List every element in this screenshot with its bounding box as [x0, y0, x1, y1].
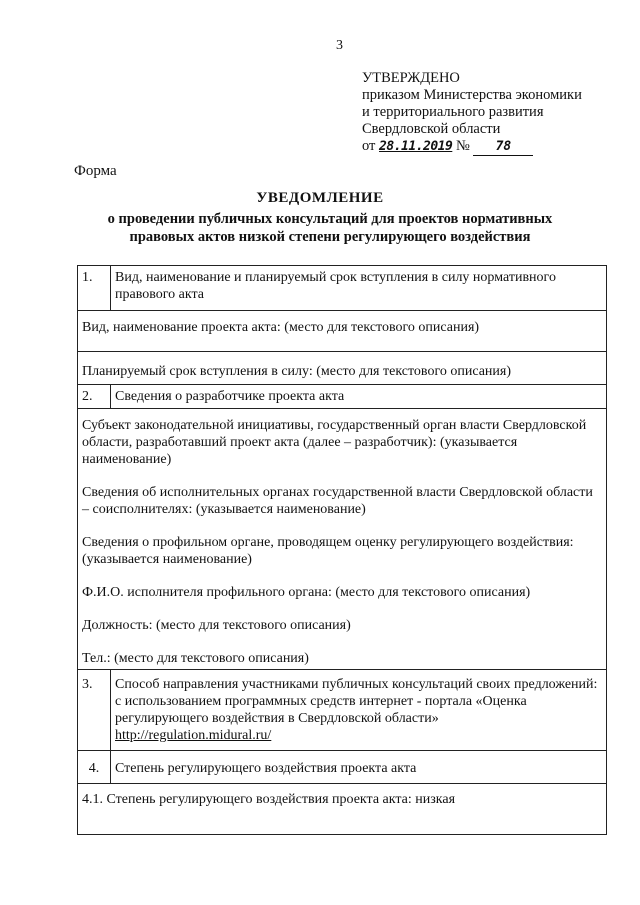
notification-table [77, 265, 607, 835]
section-2-paragraph-4: Ф.И.О. исполнителя профильного органа: (место для текстового описания) [82, 585, 531, 600]
section-1-field-2: Планируемый срок вступления в силу: (место для текстового описания) [82, 364, 512, 379]
section-4-title: Степень регулирующего воздействия проекта акта [111, 751, 607, 784]
section-4-number: 4. [78, 751, 111, 784]
section-4-fields-row [78, 784, 607, 835]
section-1-field-1: Вид, наименование проекта акта: (место для текстового описания) [82, 320, 480, 335]
date-prefix: от [362, 138, 376, 154]
section-1-header-row [78, 266, 607, 311]
regulation-portal-link[interactable]: http://regulation.midural.ru/ [115, 728, 272, 743]
section-3-number: 3. [78, 670, 111, 751]
handwritten-date: 28.11.2019 [379, 139, 453, 154]
section-1-number: 1. [78, 266, 111, 311]
section-2-header-row [78, 385, 607, 409]
document-title: УВЕДОМЛЕНИЕ [256, 190, 384, 206]
approval-date-line [362, 138, 582, 156]
approval-title: УТВЕРЖДЕНО [362, 70, 460, 86]
number-prefix: № [455, 138, 470, 154]
section-2-paragraph-6: Тел.: (место для текстового описания) [82, 651, 309, 666]
approval-line-3: Свердловской области [362, 121, 501, 137]
section-2-number: 2. [78, 385, 111, 409]
section-2-title: Сведения о разработчике проекта акта [111, 385, 607, 409]
form-label: Форма [74, 163, 117, 179]
section-1-title: Вид, наименование и планируемый срок вступления в силу нормативного правового акта [111, 266, 607, 311]
document-subtitle: о проведении публичных консультаций для проектов нормативных правовых актов низкой степени регулирующего воздействия [107, 211, 553, 245]
handwritten-number: 78 [473, 138, 533, 156]
section-1-fields-row [78, 311, 607, 385]
section-2-paragraph-3: Сведения о профильном органе, проводящем оценку регулирующего воздействия: (указывается наименование) [82, 535, 574, 567]
section-2-paragraph-5: Должность: (место для текстового описания) [82, 618, 351, 633]
approval-line-2: и территориального развития [362, 104, 544, 120]
approval-line-1: приказом Министерства экономики [362, 87, 582, 103]
page-number: 3 [336, 38, 343, 53]
approval-block [362, 70, 582, 156]
section-2-fields-row [78, 409, 607, 670]
section-2-paragraph-1: Субъект законодательной инициативы, государственный орган власти Свердловской области, разработавший проект акта (далее – разработчик): (указывается наименование) [82, 418, 587, 467]
section-2-paragraph-2: Сведения об исполнительных органах государственной власти Свердловской области – соисполнителях: (указывается наименование) [82, 485, 593, 517]
section-3-text: Способ направления участниками публичных консультаций своих предложений: с использованием программных средств интернет - портала «Оценка регулирующего воздействия в Свердловской области» [115, 677, 598, 726]
section-4-header-row [78, 751, 607, 784]
section-3-row [78, 670, 607, 751]
section-4-field-1: 4.1. Степень регулирующего воздействия проекта акта: низкая [78, 784, 607, 835]
